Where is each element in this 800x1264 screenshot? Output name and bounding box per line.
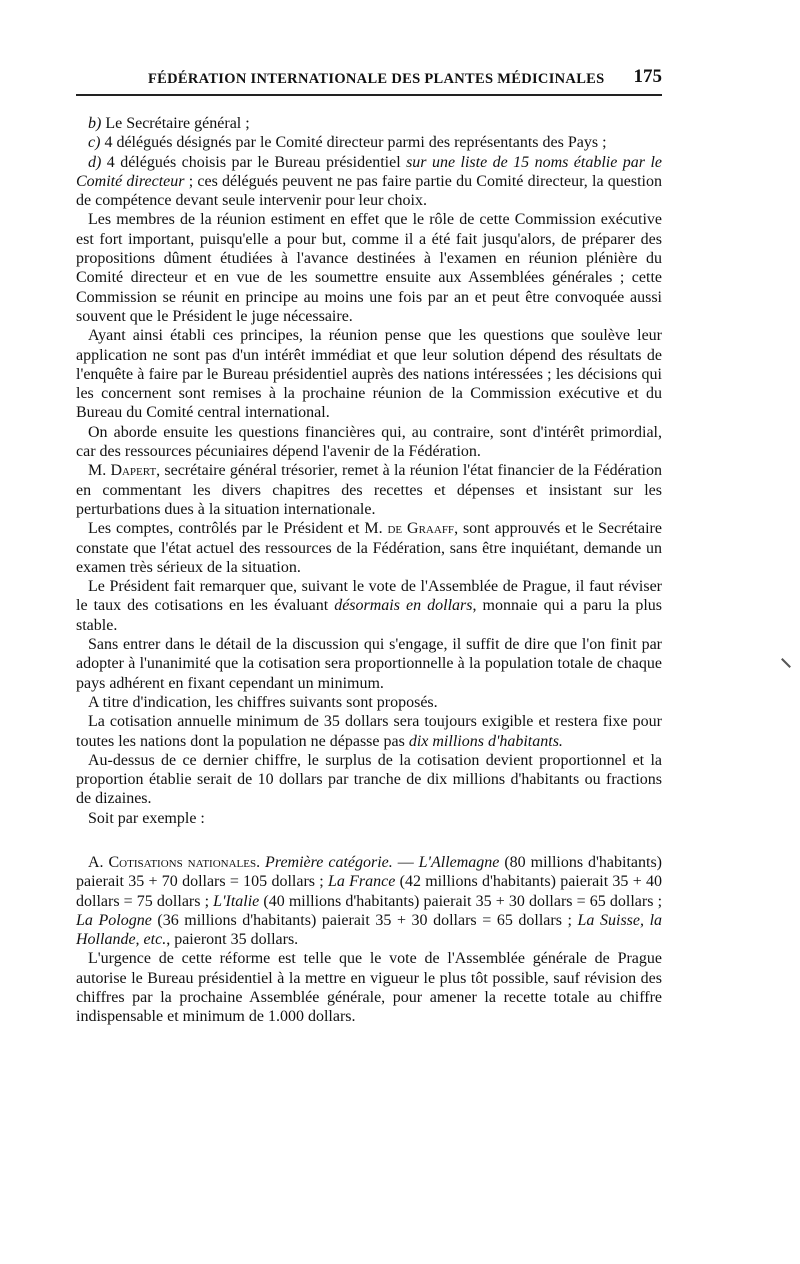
paragraph: Les membres de la réunion estiment en effet que le rôle de cette Commission exécutive est fort important, puisqu'elle a pour but, comme il a été fait jusqu'alors, de préparer des propositions dûment étudiées à l'avance destinées à l'examen en réunion plénière du Comité directeur et en vue de les soumettre ensuite aux Assemblées générales ; cette Commission se réunit en principe au moins une fois par an et peut être convoquée aussi souvent que le Président le juge nécessaire.	[76, 211, 662, 325]
list-marker: b)	[88, 115, 102, 132]
list-item-b: b) Le Secrétaire général ;	[88, 115, 250, 132]
page-number: 175	[633, 66, 662, 87]
header-title: FÉDÉRATION INTERNATIONALE DES PLANTES MÉDICINALES	[148, 71, 605, 87]
paragraph: A titre d'indication, les chiffres suivants sont proposés.	[88, 693, 438, 711]
paragraph: Sans entrer dans le détail de la discussion qui s'engage, il suffit de dire que l'on finit par adopter à l'unanimité que la cotisation sera proportionnelle à la population totale de chaque pays adhérent en fixant cependant un minimum.	[76, 636, 662, 692]
document-page	[76, 58, 662, 1027]
section-gap	[76, 828, 662, 853]
person-name: de Graaff	[387, 520, 455, 538]
paragraph: La cotisation annuelle minimum de 35 dollars sera toujours exigible et restera fixe pour toutes les nations dont la population ne dépasse pas dix millions d'habitants.	[76, 713, 662, 750]
list-item-c: c) 4 délégués désignés par le Comité directeur parmi des représentants des Pays ;	[88, 134, 607, 152]
paragraph: Soit par exemple :	[88, 809, 205, 827]
person-name: Dapert	[110, 462, 157, 480]
paragraph: Ayant ainsi établi ces principes, la réunion pense que les questions que soulève leur application ne sont pas d'un intérêt immédiat et que leur solution dépend des résultats de l'enquête à faire par le Bureau présidentiel auprès des nations intéressées ; les décisions qui les concernent sont remises à la prochaine réunion de la Commission exécutive et du Bureau du Comité central international.	[76, 327, 662, 422]
running-header	[76, 58, 662, 88]
paragraph: On aborde ensuite les questions financières qui, au contraire, sont d'intérêt primordial, car des ressources pécuniaires dépend l'avenir de la Fédération.	[76, 423, 662, 461]
list-marker: d)	[88, 153, 102, 171]
paragraph: M. Dapert, secrétaire général trésorier, remet à la réunion l'état financier de la Fédération en commentant les divers chapitres des recettes et dépenses et insistant sur les perturbations dues à la situation internationale.	[76, 462, 662, 518]
margin-mark	[781, 658, 791, 668]
section-label: Cotisations nationales.	[108, 853, 261, 871]
list-marker: c)	[88, 134, 101, 152]
paragraph: Au-dessus de ce dernier chiffre, le surplus de la cotisation devient proportionnel et la proportion établie serait de 10 dollars par tranche de dix millions d'habitants ou fractions de dizaines.	[76, 751, 662, 808]
paragraph: L'urgence de cette réforme est telle que le vote de l'Assemblée générale de Prague autorise le Bureau présidentiel à la mettre en vigueur le plus tôt possible, sauf révision des chiffres par la prochaine Assemblée générale, pour amener la recette totale au chiffre indispensable et minimum de 1.000 dollars.	[76, 950, 662, 1026]
paragraph: Le Président fait remarquer que, suivant le vote de l'Assemblée de Prague, il faut réviser le taux des cotisations en les évaluant désormais en dollars, monnaie qui a paru la plus stable.	[76, 578, 663, 634]
example-paragraph: A. Cotisations nationales. Première catégorie. — L'Allemagne (80 millions d'habitants) paierait 35 + 70 dollars = 105 dollars ; La France (42 millions d'habitants) paierait 35 + 40 dollars = 75 dollars ; L'Italie (40 millions d'habitants) paierait 35 + 30 dollars = 65 dollars ; La Pologne (36 millions d'habitants) paierait 35 + 30 dollars = 65 dollars ; La Suisse, la Hollande, etc., paieront 35 dollars.	[76, 853, 663, 949]
list-item-d: d) 4 délégués choisis par le Bureau présidentiel sur une liste de 15 noms établie par le Comité directeur ; ces délégués peuvent ne pas faire partie du Comité directeur, la question de compétence devant seule intervenir pour leur choix.	[76, 153, 662, 210]
header-rule	[76, 94, 662, 96]
paragraph: Les comptes, contrôlés par le Président et M. de Graaff, sont approuvés et le Secrétaire constate que l'état actuel des ressources de la Fédération, sans être inquiétant, demande un examen très sérieux de la situation.	[76, 520, 662, 576]
body-text	[76, 114, 662, 1027]
